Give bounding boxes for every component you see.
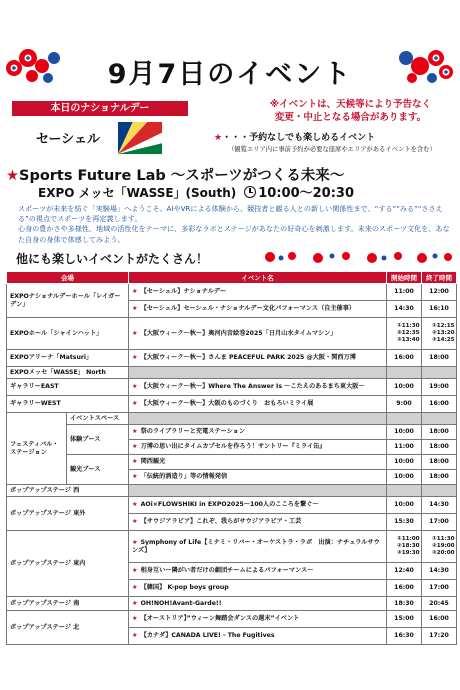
start-time-cell: 9:00 xyxy=(387,396,422,413)
event-cell: ★ 【カナダ】CANADA LIVE! - The Fugitives xyxy=(129,628,387,645)
venue-cell: ポップアップステージ 東内 xyxy=(7,531,129,597)
start-time-cell: 12:40 xyxy=(387,563,422,580)
start-time-cell: 16:00 xyxy=(387,350,422,367)
star-icon: ★ xyxy=(132,443,138,451)
star-icon: ★ xyxy=(132,518,138,526)
event-cell: ★ 相身互い〜隣がい者だけの劇団チームによるパフォーマンス〜 xyxy=(129,563,387,580)
start-time-cell: 18:30 xyxy=(387,597,422,611)
event-cell: ★ 【セーシェル】セーシェル・ナショナルデー文化パフォーマンス（自主催事） xyxy=(129,301,387,318)
venue-cell: EXPOメッセ「WASSE」 North xyxy=(7,367,129,379)
end-time-cell: ①12:15 ②13:20 ③14:25 xyxy=(422,318,457,350)
end-time-cell: 17:20 xyxy=(422,628,457,645)
start-time-cell: 11:00 xyxy=(387,284,422,301)
star-icon: ★ xyxy=(132,458,138,466)
warning-notice: ※イベントは、天候等により予告なく 変更・中止となる場合があります。 xyxy=(269,99,432,123)
venue-cell: ポップアップステージ 東外 xyxy=(7,497,129,531)
venue-cell: ポップアップステージ 西 xyxy=(7,485,129,497)
event-cell: ★ 【大阪ウィーク〜秋〜】Where The Answer Is 〜こたえのあるまち東大阪〜 xyxy=(129,379,387,396)
page-title: 9月7日のイベント xyxy=(107,59,353,90)
sub-venue-cell: 体験ブース xyxy=(67,425,129,455)
event-cell: ★ 【大阪ウィーク〜秋〜】大阪のものづくり おもろいミライ展 xyxy=(129,396,387,413)
table-row xyxy=(7,413,457,425)
star-icon: ★ xyxy=(132,288,138,296)
table-row xyxy=(7,379,457,396)
end-time-cell: 12:00 xyxy=(422,284,457,301)
event-cell: ★ 祭のライブラリーと充電ステーション xyxy=(129,425,387,440)
column-header-venue: 会場 xyxy=(7,272,129,284)
star-icon: ★ xyxy=(214,133,223,143)
end-time-cell xyxy=(422,367,457,379)
end-time-cell: 14:30 xyxy=(422,497,457,514)
start-time-cell: ①11:30 ②12:35 ③13:40 xyxy=(387,318,422,350)
start-time-cell: 14:30 xyxy=(387,301,422,318)
end-time-cell: 18:00 xyxy=(422,470,457,485)
end-time-cell: 17:00 xyxy=(422,580,457,597)
event-cell: ★ 【大阪ウィーク〜秋〜】奥河内音絵巻2025「日月山水タイムマシン」 xyxy=(129,318,387,350)
end-time-cell: 14:30 xyxy=(422,563,457,580)
table-row xyxy=(7,485,457,497)
star-icon: ★ xyxy=(132,584,138,592)
end-time-cell: 16:10 xyxy=(422,301,457,318)
star-icon: ★ xyxy=(132,599,138,607)
featured-event-title: ★Sports Future Lab 〜スポーツがつくる未来〜 xyxy=(6,168,345,184)
venue-cell: ポップアップステージ 北 xyxy=(7,611,129,645)
end-time-cell: 16:00 xyxy=(422,611,457,628)
end-time-cell: 20:45 xyxy=(422,597,457,611)
end-time-cell: 16:00 xyxy=(422,396,457,413)
venue-cell: ギャラリーEAST xyxy=(7,379,129,396)
event-schedule-table xyxy=(6,271,457,645)
star-icon: ★ xyxy=(132,473,138,481)
star-icon: ★ xyxy=(132,400,138,408)
column-header-start: 開始時間 xyxy=(387,272,422,284)
end-time-cell: ①11:30 ②19:00 ③20:00 xyxy=(422,531,457,563)
event-cell: ★ 【オーストリア】”ウィーン舞踏会ダンスの週末”イベント xyxy=(129,611,387,628)
seychelles-flag-icon xyxy=(118,122,162,154)
end-time-cell: 18:00 xyxy=(422,440,457,455)
start-time-cell xyxy=(387,413,422,425)
venue-cell: EXPOアリーナ「Matsuri」 xyxy=(7,350,129,367)
start-time-cell: 10:00 xyxy=(387,425,422,440)
featured-event-description: スポーツが未来を紡ぐ「実験場」へようこそ。AIやVRによる体験から、競技者と観る人との新しい関係性まで、“する”“みる”“ささえる”の視点でスポーツを再定義します。 心身の豊かさや多様性、地域の活性化をテーマに、多彩なラボとステージがあなたの好奇心を刺激します。未来のスポーツ文化を、あなた自身の身体で体感してみよう。 xyxy=(18,204,450,244)
star-icon: ★ xyxy=(132,539,138,547)
table-row xyxy=(7,425,457,440)
start-time-cell: ①11:00 ②18:30 ③19:30 xyxy=(387,531,422,563)
star-icon: ★ xyxy=(132,305,138,313)
start-time-cell: 11:00 xyxy=(387,440,422,455)
national-day-banner: 本日のナショナルデー xyxy=(12,101,188,116)
event-cell: ★ 【大阪ウィーク〜秋〜】さんま PEACEFUL PARK 2025 @大阪・関西万博 xyxy=(129,350,387,367)
start-time-cell: 10:00 xyxy=(387,455,422,470)
start-time-cell: 16:30 xyxy=(387,628,422,645)
event-cell: ★ 【サウジアラビア】これぞ、我らがサウジアラビア・工芸 xyxy=(129,514,387,531)
end-time-cell: 19:00 xyxy=(422,379,457,396)
table-row xyxy=(7,350,457,367)
event-cell: ★ OH!NOH!Avant-Garde!! xyxy=(129,597,387,611)
table-row xyxy=(7,497,457,514)
star-icon: ★ xyxy=(132,501,138,509)
other-events-heading: 他にも楽しいイベントがたくさん！ xyxy=(16,252,209,266)
decorative-wave-icon xyxy=(262,250,458,264)
table-row xyxy=(7,531,457,563)
event-cell xyxy=(129,485,387,497)
event-cell: ★ AOi×FLOWSHIKI in EXPO2025〜100人のこころを繋ぐ〜 xyxy=(129,497,387,514)
table-row xyxy=(7,367,457,379)
table-row xyxy=(7,455,457,470)
column-header-event: イベント名 xyxy=(129,272,387,284)
start-time-cell xyxy=(387,367,422,379)
venue-cell: EXPOナショナルデーホール「レイガーデン」 xyxy=(7,284,129,318)
start-time-cell: 15:30 xyxy=(387,514,422,531)
star-icon: ★ xyxy=(132,615,138,623)
table-row xyxy=(7,597,457,611)
venue-cell: EXPOホール「シャインハット」 xyxy=(7,318,129,350)
start-time-cell: 10:00 xyxy=(387,379,422,396)
star-icon: ★ xyxy=(132,383,138,391)
featured-event-venue: EXPO メッセ「WASSE」(South) 10:00〜20:30 xyxy=(38,186,354,201)
table-row xyxy=(7,396,457,413)
star-icon: ★ xyxy=(132,567,138,575)
star-icon: ★ xyxy=(132,428,138,436)
clock-icon xyxy=(244,186,256,198)
start-time-cell: 16:00 xyxy=(387,580,422,597)
start-time-cell: 15:00 xyxy=(387,611,422,628)
end-time-cell: 18:00 xyxy=(422,425,457,440)
sub-venue-cell: イベントスペース xyxy=(67,413,129,425)
event-cell: ★ 【セーシェル】ナショナルデー xyxy=(129,284,387,301)
event-cell xyxy=(129,367,387,379)
end-time-cell xyxy=(422,413,457,425)
start-time-cell: 10:00 xyxy=(387,470,422,485)
venue-cell: ポップアップステージ 南 xyxy=(7,597,129,611)
event-cell: ★ 「伝統的酒造り」等の情報発信 xyxy=(129,470,387,485)
legend: ★・・・予約なしでも楽しめるイベント （観覧エリア内に事前予約が必要な座席やエリアがあるイベントを含む） xyxy=(214,133,436,153)
event-cell xyxy=(129,413,387,425)
event-cell: ★ Symphony of Life【ミナミ・リバー・オーケストラ・ラボ 出演：ナチュラルサウンズ】 xyxy=(129,531,387,563)
event-cell: ★ 【韓国】 K-pop boys group xyxy=(129,580,387,597)
star-icon: ★ xyxy=(132,632,138,640)
national-day-country: セーシェル xyxy=(36,132,100,147)
end-time-cell: 17:00 xyxy=(422,514,457,531)
event-cell: ★ 万博の思い出にタイムカプセルを作ろう！サントリー『ミライ缶』 xyxy=(129,440,387,455)
table-row xyxy=(7,611,457,628)
star-icon: ★ xyxy=(132,329,138,337)
end-time-cell: 18:00 xyxy=(422,455,457,470)
start-time-cell: 10:00 xyxy=(387,497,422,514)
end-time-cell: 18:00 xyxy=(422,350,457,367)
column-header-end: 終了時間 xyxy=(422,272,457,284)
table-row xyxy=(7,284,457,301)
star-icon: ★ xyxy=(132,354,138,362)
event-cell: ★ 関西観光 xyxy=(129,455,387,470)
star-icon: ★ xyxy=(6,168,19,184)
table-row xyxy=(7,318,457,350)
venue-cell: ギャラリーWEST xyxy=(7,396,129,413)
start-time-cell xyxy=(387,485,422,497)
end-time-cell xyxy=(422,485,457,497)
venue-cell: フェスティバル・ステージョン xyxy=(7,413,67,485)
sub-venue-cell: 観光ブース xyxy=(67,455,129,485)
